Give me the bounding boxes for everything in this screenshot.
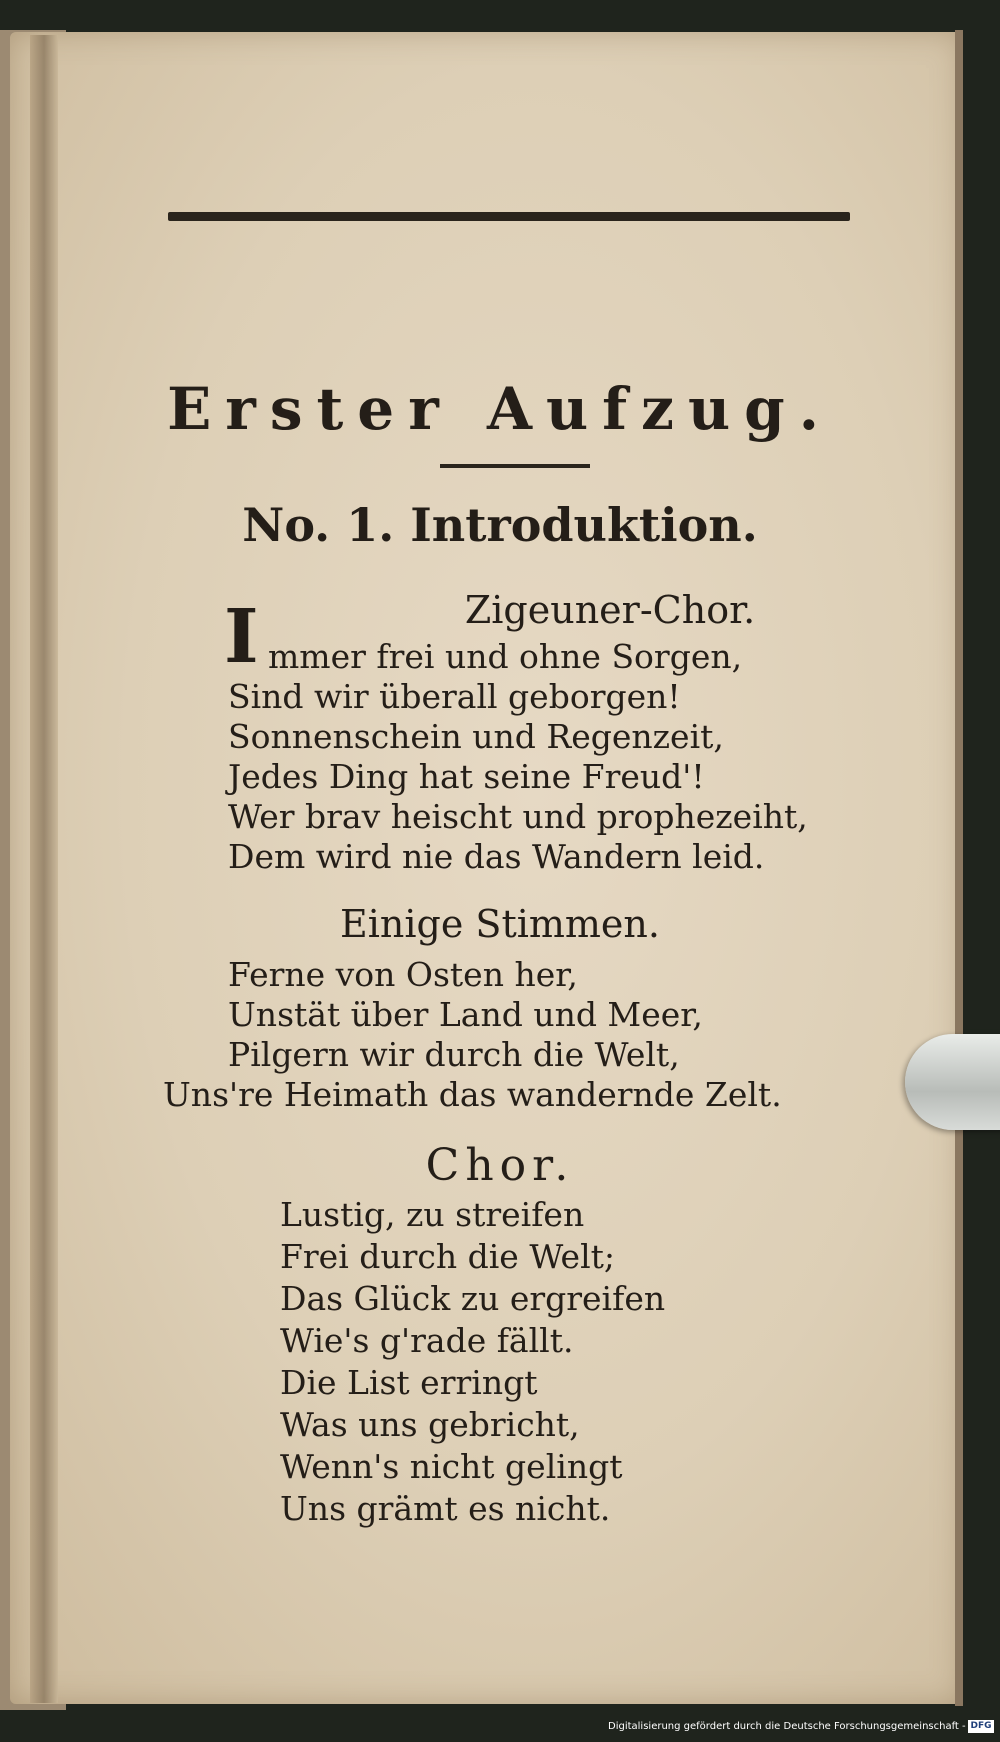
- title-divider: [440, 464, 590, 468]
- verse-line: Frei durch die Welt;: [280, 1237, 616, 1276]
- verse-line: Sind wir überall geborgen!: [228, 677, 681, 716]
- verse-line: Sonnenschein und Regenzeit,: [228, 717, 724, 756]
- verse-line: Ferne von Osten her,: [228, 955, 578, 994]
- verse-line: Dem wird nie das Wandern leid.: [228, 837, 765, 876]
- verse-line: Jedes Ding hat seine Freud'!: [228, 757, 705, 796]
- top-rule: [168, 212, 850, 221]
- digitization-credit: Digitalisierung gefördert durch die Deutsche Forschungsgemeinschaft -: [608, 1721, 966, 1732]
- verse-line: Wie's g'rade fällt.: [280, 1321, 574, 1360]
- dfg-logo: DFG: [968, 1720, 994, 1733]
- verse-line: Uns're Heimath das wandernde Zelt.: [163, 1075, 782, 1114]
- verse-line: Uns grämt es nicht.: [280, 1489, 611, 1528]
- verse-line: Pilgern wir durch die Welt,: [228, 1035, 680, 1074]
- section-heading-zigeuner-chor: Zigeuner-Chor.: [464, 588, 756, 632]
- page-clip: [905, 1034, 1000, 1130]
- section-heading-einige-stimmen: Einige Stimmen.: [340, 902, 660, 946]
- drop-cap: I: [224, 594, 259, 680]
- verse-line: Die List erringt: [280, 1363, 538, 1402]
- number-title: No. 1. Introduktion.: [242, 498, 758, 552]
- verse-line: Wer brav heischt und prophezeiht,: [228, 797, 808, 836]
- verse-line: mmer frei und ohne Sorgen,: [268, 637, 743, 676]
- act-title: Erster Aufzug.: [167, 375, 833, 443]
- verse-line: Das Glück zu ergreifen: [280, 1279, 666, 1318]
- verse-line: Unstät über Land und Meer,: [228, 995, 703, 1034]
- verse-line: Was uns gebricht,: [280, 1405, 580, 1444]
- book-gutter: [30, 35, 58, 1703]
- page-right-edge: [955, 30, 963, 1706]
- verse-line: Wenn's nicht gelingt: [280, 1447, 623, 1486]
- section-heading-chor: Chor.: [425, 1140, 575, 1191]
- verse-line: Lustig, zu streifen: [280, 1195, 585, 1234]
